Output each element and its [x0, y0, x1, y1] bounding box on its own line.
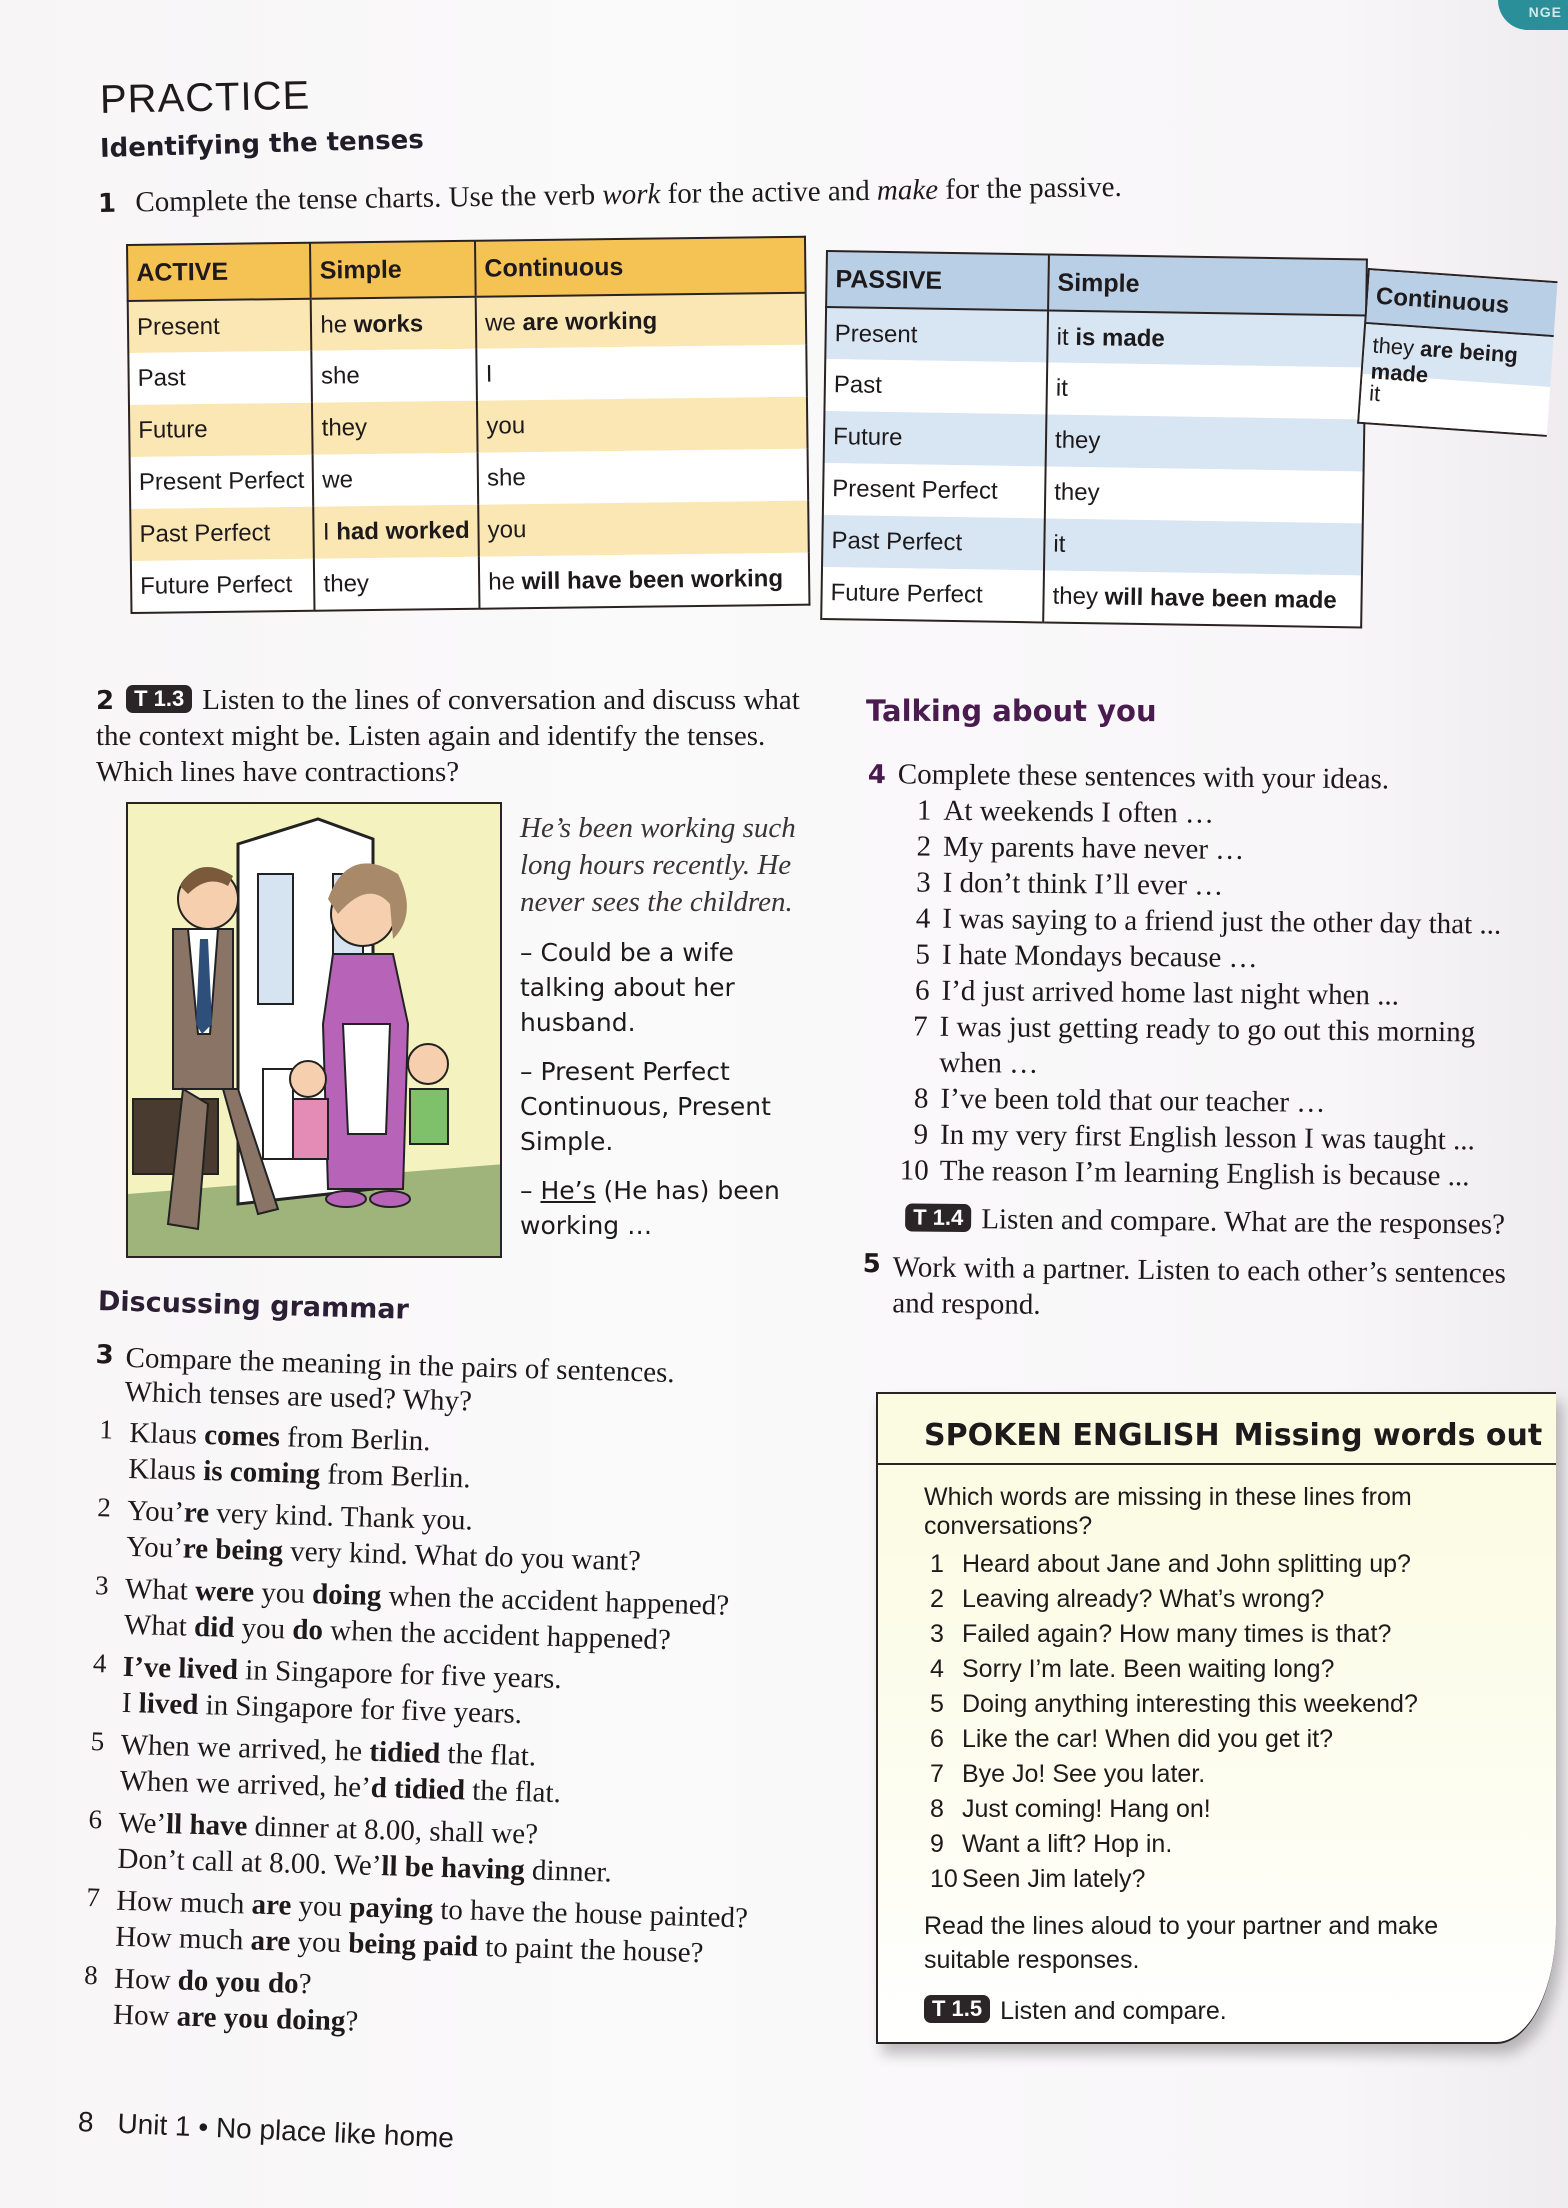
- simple-cell[interactable]: he works: [311, 297, 476, 351]
- simple-cell[interactable]: we: [313, 453, 478, 507]
- instruction-text: Complete the tense charts. Use the verb: [135, 179, 603, 219]
- exercise-number: 2: [96, 686, 115, 716]
- item-text: Want a lift? Hop in.: [962, 1830, 1173, 1858]
- spoken-english-header: [878, 1394, 1556, 1465]
- sentence: You’re being very kind. What do you want?: [125, 1530, 642, 1578]
- table-row: [129, 397, 808, 457]
- tense-label: Present: [128, 299, 312, 353]
- item-number: 7: [930, 1760, 944, 1788]
- list-item: [924, 1757, 1556, 1792]
- item-text: I’d just arrived home last night when ...: [941, 974, 1400, 1012]
- sentence: Don’t call at 8.00. We’ll be having dinner.: [117, 1842, 613, 1889]
- header-continuous: Continuous: [1366, 270, 1557, 337]
- item-text: My parents have never …: [942, 830, 1245, 866]
- item-number: 2: [916, 830, 932, 863]
- simple-cell[interactable]: she: [312, 349, 477, 403]
- page-number: 8: [77, 2106, 95, 2138]
- separator: •: [197, 2111, 209, 2143]
- cartoon-illustration: [126, 802, 502, 1258]
- instruction-text: for the active and: [660, 174, 878, 211]
- page-footer: [77, 2106, 454, 2154]
- verb-active: work: [602, 178, 661, 212]
- exercise-number: 4: [867, 759, 887, 791]
- item-text: Failed again? How many times is that?: [962, 1620, 1392, 1648]
- table-row: [822, 515, 1363, 575]
- tense-label: Present: [825, 307, 1048, 362]
- sentence: What were you doing when the accident happened?: [124, 1572, 730, 1622]
- exercise-2: [96, 682, 816, 790]
- sentence: When we arrived, he tidied the flat.: [120, 1728, 537, 1773]
- item-number: 2: [930, 1585, 944, 1613]
- simple-cell[interactable]: they: [1045, 466, 1364, 523]
- sentence: How much are you being paid to paint the house?: [114, 1920, 704, 1970]
- continuous-cell[interactable]: it: [1359, 374, 1550, 435]
- sentence: Klaus is coming from Berlin.: [127, 1452, 472, 1495]
- simple-cell[interactable]: they: [312, 401, 477, 455]
- table-row: [128, 293, 807, 353]
- item-number: 6: [914, 974, 930, 1007]
- pair-number: 1: [99, 1414, 114, 1445]
- list-item: [924, 1687, 1556, 1722]
- pair-number: 4: [92, 1648, 107, 1679]
- list-item: [924, 1722, 1556, 1757]
- section-heading-identifying: Identifying the tenses: [99, 124, 425, 164]
- simple-cell[interactable]: they: [314, 557, 479, 611]
- list-item: [924, 1792, 1556, 1827]
- tense-label: Past: [824, 359, 1047, 414]
- sentence-pair: [90, 1492, 852, 1585]
- header-passive: PASSIVE: [826, 251, 1049, 310]
- sentence: I’ve lived in Singapore for five years.: [122, 1650, 563, 1696]
- unit-title: No place like home: [215, 2112, 455, 2154]
- tense-label: Future: [129, 403, 313, 457]
- item-number: 9: [930, 1830, 944, 1858]
- item-number: 9: [913, 1118, 929, 1151]
- item-text: I hate Mondays because …: [941, 938, 1258, 975]
- item-text: Heard about Jane and John splitting up?: [962, 1550, 1411, 1578]
- exercise-text: Listen to the lines of conversation and discuss what the context might be. Listen again and identify the tenses. Which lines have contractions?: [96, 684, 800, 788]
- exercise-text: Complete these sentences with your ideas.: [897, 758, 1390, 796]
- listen-instruction: [905, 1202, 1543, 1242]
- item-number: 10: [930, 1865, 958, 1893]
- tense-label: Future Perfect: [821, 567, 1044, 622]
- pair-number: 7: [86, 1881, 101, 1913]
- header-simple: Simple: [310, 241, 475, 299]
- simple-cell[interactable]: it: [1044, 518, 1363, 575]
- handwritten-note: – He’s (He has) been working …: [520, 1176, 780, 1240]
- continuous-cell[interactable]: she: [478, 449, 809, 505]
- item-text: Doing anything interesting this weekend?: [962, 1690, 1418, 1718]
- pair-number: 5: [90, 1726, 105, 1757]
- verb-passive: make: [876, 173, 939, 207]
- exercise-number: 3: [95, 1340, 115, 1371]
- exercise-5: [862, 1249, 1543, 1328]
- simple-cell[interactable]: it is made: [1047, 310, 1366, 367]
- audio-track-badge[interactable]: T 1.3: [126, 685, 192, 713]
- continuous-cell[interactable]: you: [477, 397, 808, 453]
- item-text: The reason I’m learning English is because ...: [939, 1154, 1470, 1193]
- sentence: How do you do?: [113, 1962, 312, 2001]
- list-item: [924, 1547, 1556, 1582]
- simple-cell[interactable]: I had worked: [314, 505, 479, 559]
- item-number: 3: [930, 1620, 944, 1648]
- corner-tab: NGE: [1498, 0, 1568, 30]
- exercise-text: Compare the meaning in the pairs of sentences. Which tenses are used? Why?: [124, 1341, 676, 1418]
- header-simple: Simple: [1048, 255, 1367, 316]
- item-text: I’ve been told that our teacher …: [940, 1082, 1326, 1119]
- box-question: Which words are missing in these lines from conversations?: [924, 1483, 1412, 1540]
- listen-text: Listen and compare.: [1000, 1997, 1227, 2025]
- tense-label: Future: [824, 411, 1047, 466]
- item-number: 4: [930, 1655, 944, 1683]
- item-number: 1: [930, 1550, 944, 1578]
- exercise-4: [862, 756, 1548, 1328]
- exercise-number: 5: [862, 1248, 881, 1280]
- handwritten-note: – Could be a wife talking about her husband.: [520, 938, 735, 1037]
- sentence-pair: [81, 1804, 843, 1897]
- simple-cell[interactable]: they: [1046, 414, 1365, 471]
- item-text: Leaving already? What’s wrong?: [962, 1585, 1325, 1613]
- audio-track-badge[interactable]: T 1.4: [905, 1203, 971, 1232]
- table-row: [823, 463, 1364, 523]
- item-number: 8: [930, 1795, 944, 1823]
- item-text: Just coming! Hang on!: [962, 1795, 1211, 1823]
- item-text: Like the car! When did you get it?: [962, 1725, 1334, 1753]
- item-text: Seen Jim lately?: [962, 1865, 1146, 1893]
- simple-cell[interactable]: they will have been made: [1043, 570, 1362, 627]
- item-text: I was just getting ready to go out this morning when …: [939, 1010, 1476, 1080]
- sentence-pair: [83, 1726, 845, 1819]
- table-row: [825, 307, 1366, 367]
- item-number: 5: [915, 938, 931, 971]
- table-row: [824, 411, 1365, 471]
- sentence-pair: [92, 1414, 854, 1507]
- family-doorway-illustration: [128, 804, 502, 1258]
- tense-label: Past Perfect: [130, 507, 314, 561]
- pair-number: 6: [88, 1803, 103, 1835]
- tense-label: Future Perfect: [131, 559, 315, 613]
- practice-title: PRACTICE: [99, 73, 311, 122]
- sentence: Klaus comes from Berlin.: [128, 1416, 431, 1458]
- item-text: Sorry I’m late. Been waiting long?: [962, 1655, 1335, 1683]
- example-line: He’s been working such long hours recently. He never sees the children.: [520, 812, 796, 918]
- sentence: I lived in Singapore for five years.: [121, 1686, 523, 1731]
- sentence: When we arrived, he’d tidied the flat.: [119, 1764, 562, 1810]
- list-item: [899, 1152, 1543, 1195]
- list-item: [901, 1008, 1546, 1087]
- sentence: We’ll have dinner at 8.00, shall we?: [118, 1806, 539, 1851]
- item-text: At weekends I often …: [943, 794, 1215, 830]
- item-text: In my very first English lesson I was taught ...: [939, 1118, 1476, 1157]
- pair-number: 8: [83, 1959, 99, 1991]
- header-active: ACTIVE: [127, 243, 311, 301]
- table-row: [131, 553, 810, 613]
- listen-instruction: [924, 1995, 1556, 2026]
- listen-text: Listen and compare. What are the responses?: [981, 1203, 1506, 1241]
- spoken-english-box: [876, 1392, 1556, 2044]
- sentence-pair: [79, 1882, 841, 1975]
- table-row: [130, 501, 809, 561]
- item-number: 8: [913, 1082, 929, 1115]
- section-heading-talking: Talking about you: [866, 694, 1157, 728]
- exercise-number: 1: [97, 188, 117, 219]
- item-text: I was saying to a friend just the other day that ...: [942, 902, 1502, 941]
- table-row: [130, 449, 809, 509]
- sentence-list: [899, 792, 1547, 1195]
- section-heading-discussing: Discussing grammar: [97, 1286, 410, 1326]
- passive-continuous-column: [1357, 268, 1557, 437]
- sentence: How much are you paying to have the house painted?: [115, 1884, 749, 1935]
- item-number: 7: [912, 1010, 928, 1043]
- item-number: 10: [899, 1154, 929, 1187]
- item-number: 5: [930, 1690, 944, 1718]
- sentence: How are you doing?: [112, 1998, 359, 2038]
- passive-tense-chart: [820, 250, 1368, 628]
- sentence-pair: [88, 1570, 850, 1663]
- sentence-pair: [77, 1960, 839, 2053]
- tense-label: Past: [128, 351, 312, 405]
- sentence: What did you do when the accident happened?: [123, 1608, 672, 1657]
- tense-label: Present Perfect: [823, 463, 1046, 518]
- read-instruction: Read the lines aloud to your partner and make suitable responses.: [924, 1912, 1439, 1974]
- continuous-cell[interactable]: you: [478, 501, 809, 557]
- audio-track-badge[interactable]: T 1.5: [924, 1995, 990, 2023]
- item-number: 6: [930, 1725, 944, 1753]
- table-row: [128, 345, 807, 405]
- cartoon-caption: [520, 810, 820, 1243]
- list-item: [924, 1582, 1556, 1617]
- exercise-1-instruction: [98, 168, 1198, 221]
- continuous-cell[interactable]: I: [476, 345, 807, 401]
- continuous-cell[interactable]: they are being made: [1363, 324, 1554, 387]
- box-subtitle: Missing words out: [1233, 1418, 1543, 1453]
- list-item: [924, 1827, 1556, 1862]
- item-text: I don’t think I’ll ever …: [942, 866, 1224, 902]
- list-item: [924, 1617, 1556, 1652]
- conversation-lines-list: [924, 1547, 1556, 1897]
- item-number: 4: [915, 902, 931, 935]
- table-row: [824, 359, 1365, 419]
- item-text: Bye Jo! See you later.: [962, 1760, 1206, 1788]
- item-number: 3: [916, 866, 931, 899]
- continuous-cell[interactable]: we are working: [476, 293, 807, 349]
- pair-number: 2: [96, 1492, 112, 1523]
- simple-cell[interactable]: it: [1046, 362, 1365, 419]
- list-item: [924, 1652, 1556, 1687]
- list-item: [924, 1862, 1556, 1897]
- unit-label: Unit 1: [116, 2107, 192, 2142]
- table-row: [821, 567, 1362, 627]
- header-continuous: Continuous: [475, 237, 806, 297]
- sentence-pair: [85, 1648, 847, 1741]
- exercise-3: [77, 1340, 856, 2053]
- exercise-text: Work with a partner. Listen to each other’s sentences and respond.: [892, 1251, 1507, 1321]
- tense-label: Present Perfect: [130, 455, 314, 509]
- tense-label: Past Perfect: [822, 515, 1045, 570]
- box-title: SPOKEN ENGLISH: [924, 1418, 1220, 1453]
- item-number: 1: [916, 794, 932, 827]
- active-tense-chart: [126, 236, 811, 614]
- continuous-cell[interactable]: he will have been working: [479, 553, 810, 609]
- sentence-pairs-list: [77, 1414, 854, 2053]
- pair-number: 3: [94, 1570, 110, 1601]
- instruction-text: for the passive.: [937, 170, 1122, 206]
- sentence: You’re very kind. Thank you.: [126, 1494, 474, 1537]
- handwritten-note: – Present Perfect Continuous, Present Simple.: [520, 1057, 771, 1156]
